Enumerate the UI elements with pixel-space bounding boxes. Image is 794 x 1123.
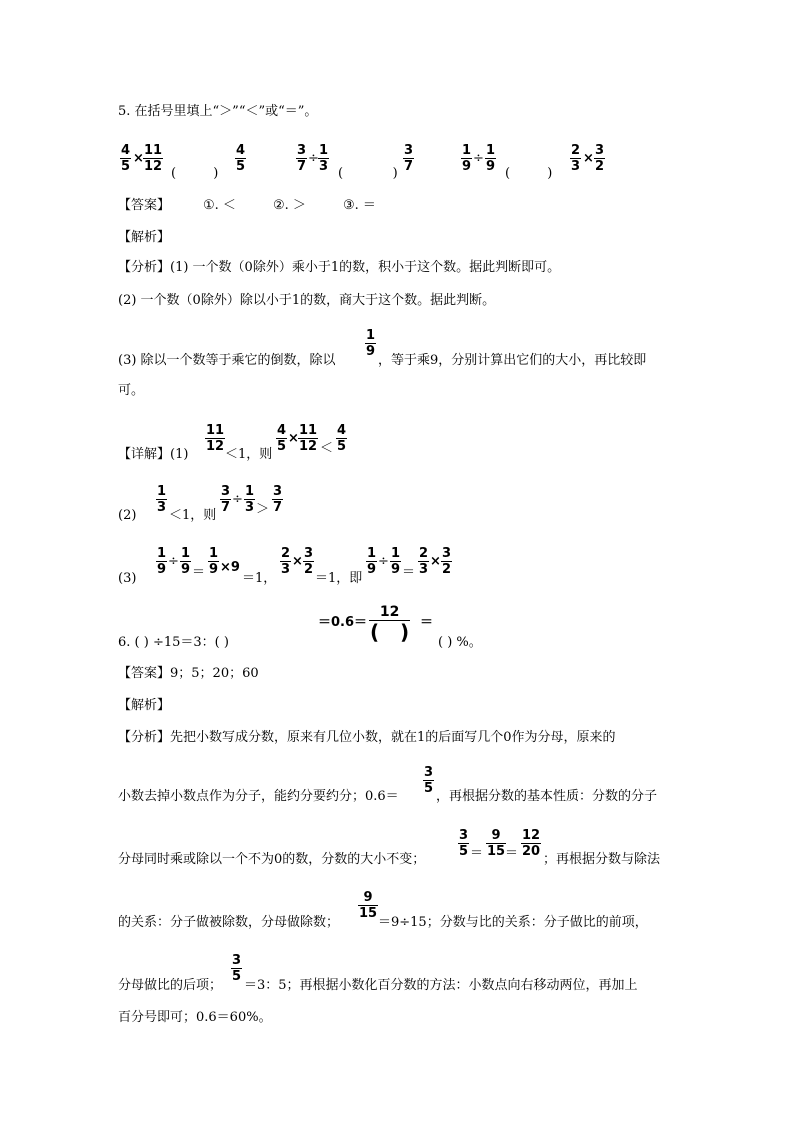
multiply-sign: × [288,431,299,446]
fraction: 1 9 [391,546,401,577]
q6-analysis-3a: 分母同时乘或除以一个不为0的数，分数的大小不变； [118,852,426,867]
fraction: 12 20 [522,828,541,859]
answer-blank[interactable]: ( ) [505,166,553,181]
fraction: 4 5 [121,143,131,174]
q5-detail-2-mid: ＜1，则 [169,508,217,523]
fraction: 1 9 [462,143,472,174]
q6-analysis-5b: ＝3：5；再根据小数化百分数的方法：小数点向右移动两位，再加上 [244,978,638,993]
fraction: 1 3 [245,484,255,515]
q6-eq2: ＝ [420,615,434,630]
fraction: 4 5 [337,423,347,454]
greater-than-sign: ＞ [256,502,270,517]
divide-sign: ÷ [232,492,243,507]
fraction: 1 9 [367,546,377,577]
fraction-blank-denominator: 12 ( ) [370,604,410,644]
q6-analysis-3b: ；再根据分数与除法 [543,852,661,867]
q5-analysis-3c: 可。 [118,383,145,398]
fraction: 2 3 [281,546,291,577]
multiply-sign: × [430,554,441,569]
divide-sign: ÷ [473,151,484,166]
fraction: 1 9 [486,143,496,174]
q5-answer-2: ②. ＞ [273,198,306,213]
fraction: 1 9 [366,328,376,359]
multiply-sign: ×9 [220,560,240,575]
q6-line-text: 6. ( ) ÷15＝3：( ) [118,635,229,650]
q6-analysis-4b: ＝9÷15；分数与比的关系：分子做比的前项， [378,915,648,930]
equals-sign: ＝ [192,565,206,580]
fraction: 9 15 [487,828,506,859]
fraction: 2 3 [419,546,429,577]
q5-detail-3-pre: (3) [118,571,137,586]
q5-analysis-3a: (3) 除以一个数等于乘它的倒数，除以 [118,353,336,368]
q6-analysis-2b: ，再根据分数的基本性质：分数的分子 [436,789,658,804]
q6-analysis-6: 百分号即可；0.6＝60%。 [118,1010,272,1025]
equals-sign: ＝ [402,565,416,580]
answer-blank[interactable]: ( ) [171,166,219,181]
fraction: 9 15 [359,890,378,921]
fraction: 2 3 [571,143,581,174]
fraction: 3 7 [221,484,231,515]
q5-detail-2-pre: (2) [118,508,137,523]
q5-detail-3-mid: ＝1， [242,571,277,586]
q5-analysis-3b: ，等于乘9，分别计算出它们的大小，再比较即 [378,353,647,368]
fraction: 3 2 [304,546,314,577]
q6-answer: 【答案】9；5；20；60 [118,666,259,681]
q6-eq1: ＝0.6＝ [318,615,368,630]
q5-answer-1: ①. ＜ [203,198,236,213]
multiply-sign: × [133,151,144,166]
fraction: 3 7 [273,484,283,515]
q5-detail-1-mid: ＜1，则 [225,447,273,462]
q6-analysis-1: 【分析】先把小数写成分数，原来有几位小数，就在1的后面写几个0作为分母，原来的 [118,730,616,745]
q6-analysis-4a: 的关系：分子做被除数，分母做除数； [118,915,340,930]
fraction: 11 12 [144,143,163,174]
q5-answer-label: 【答案】 [118,198,171,213]
fraction: 3 7 [297,143,307,174]
fraction: 3 5 [459,828,469,859]
multiply-sign: × [292,554,303,569]
q6-analysis-2a: 小数去掉小数点作为分子，能约分要约分；0.6＝ [118,789,399,804]
fraction: 3 2 [595,143,605,174]
q5-analysis-1: 【分析】(1) 一个数（0除外）乘小于1的数，积小于这个数。据此判断即可。 [118,260,561,275]
fraction: 3 7 [404,143,414,174]
fraction: 3 5 [232,953,242,984]
fraction: 11 12 [299,423,318,454]
answer-blank[interactable]: ( ) [338,166,398,181]
divide-sign: ÷ [308,151,319,166]
fraction: 3 5 [424,765,434,796]
q5-detail-label: 【详解】(1) [118,447,189,462]
fraction: 1 9 [157,546,167,577]
fraction: 1 9 [209,546,219,577]
fraction: 1 3 [319,143,329,174]
q5-analysis-label: 【解析】 [118,230,171,245]
q5-title: 5. 在括号里填上“＞”“＜”或“＝”。 [118,104,318,119]
equals-sign: ＝ [505,846,519,861]
equals-sign: ＝ [470,846,484,861]
q6-analysis-label: 【解析】 [118,698,171,713]
q5-analysis-2: (2) 一个数（0除外）除以小于1的数，商大于这个数。据此判断。 [118,293,496,308]
q6-analysis-5a: 分母做比的后项； [118,978,223,993]
q6-percent[interactable]: ( ) %。 [438,635,482,650]
fraction: 3 2 [442,546,452,577]
divide-sign: ÷ [378,554,389,569]
multiply-sign: × [583,151,594,166]
fraction: 11 12 [206,423,225,454]
less-than-sign: ＜ [320,441,334,456]
fraction: 4 5 [277,423,287,454]
q5-answer-3: ③. ＝ [343,198,376,213]
q5-detail-3-mid2: ＝1，即 [315,571,363,586]
fraction: 1 3 [157,484,167,515]
fraction: 1 9 [181,546,191,577]
q6-line [118,634,229,652]
fraction: 4 5 [236,143,246,174]
divide-sign: ÷ [168,554,179,569]
